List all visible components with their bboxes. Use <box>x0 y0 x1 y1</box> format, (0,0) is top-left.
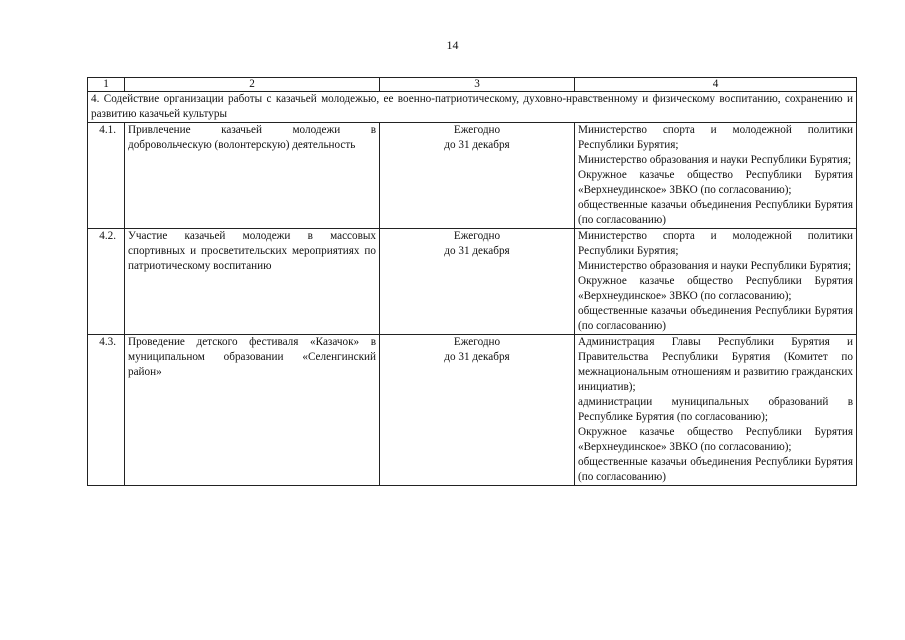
row-number: 4.3. <box>88 335 125 486</box>
deadline-frequency: Ежегодно <box>453 336 501 348</box>
deadline <box>380 229 575 335</box>
deadline-frequency: Ежегодно <box>453 230 501 242</box>
table-row <box>88 229 857 335</box>
responsible-item: Министерство образования и науки Республики Бурятия; <box>578 154 852 166</box>
table-row <box>88 123 857 229</box>
responsible-item: администрации муниципальных образований в Республике Бурятия (по согласованию); <box>578 396 853 423</box>
column-header: 2 <box>125 78 380 92</box>
table-row <box>88 335 857 486</box>
responsible-item: Окружное казачье общество Республики Бурятия «Верхнеудинское» ЗВКО (по согласованию); <box>578 169 853 196</box>
row-number: 4.1. <box>88 123 125 229</box>
page-number: 14 <box>446 38 459 52</box>
section-row <box>88 92 857 123</box>
responsible-parties <box>575 123 857 229</box>
table-header-row <box>88 78 857 92</box>
column-header: 3 <box>380 78 575 92</box>
column-header: 4 <box>575 78 857 92</box>
responsible-item: Администрация Главы Республики Бурятия и Правительства Республики Бурятия (Комитет по межнациональным отношениям и развитию гражданских инициатив); <box>578 336 853 393</box>
responsible-item: общественные казачьи объединения Республики Бурятия (по согласованию) <box>578 456 853 483</box>
column-header: 1 <box>88 78 125 92</box>
task-description: Участие казачьей молодежи в массовых спортивных и просветительских мероприятиях по патриотическому воспитанию <box>125 229 380 335</box>
task-description: Привлечение казачьей молодежи в добровольческую (волонтерскую) деятельность <box>125 123 380 229</box>
task-description: Проведение детского фестиваля «Казачок» в муниципальном образовании «Селенгинский район» <box>125 335 380 486</box>
responsible-item: Министерство спорта и молодежной политики Республики Бурятия; <box>578 230 853 257</box>
activities-table <box>87 77 857 486</box>
section-title: 4. Содействие организации работы с казачьей молодежью, ее военно-патриотическому, духовно-нравственному и физическому воспитанию, сохранению и развитию казачьей культуры <box>88 92 857 123</box>
deadline-date: до 31 декабря <box>444 351 510 363</box>
deadline-date: до 31 декабря <box>444 245 510 257</box>
responsible-item: Министерство образования и науки Республики Бурятия; <box>578 260 852 272</box>
deadline <box>380 335 575 486</box>
responsible-item: Окружное казачье общество Республики Бурятия «Верхнеудинское» ЗВКО (по согласованию); <box>578 426 853 453</box>
responsible-item: Окружное казачье общество Республики Бурятия «Верхнеудинское» ЗВКО (по согласованию); <box>578 275 853 302</box>
deadline-frequency: Ежегодно <box>453 124 501 136</box>
deadline <box>380 123 575 229</box>
responsible-item: общественные казачьи объединения Республики Бурятия (по согласованию) <box>578 305 853 332</box>
responsible-parties <box>575 229 857 335</box>
responsible-item: Министерство спорта и молодежной политики Республики Бурятия; <box>578 124 853 151</box>
responsible-parties <box>575 335 857 486</box>
deadline-date: до 31 декабря <box>444 139 510 151</box>
responsible-item: общественные казачьи объединения Республики Бурятия (по согласованию) <box>578 199 853 226</box>
row-number: 4.2. <box>88 229 125 335</box>
